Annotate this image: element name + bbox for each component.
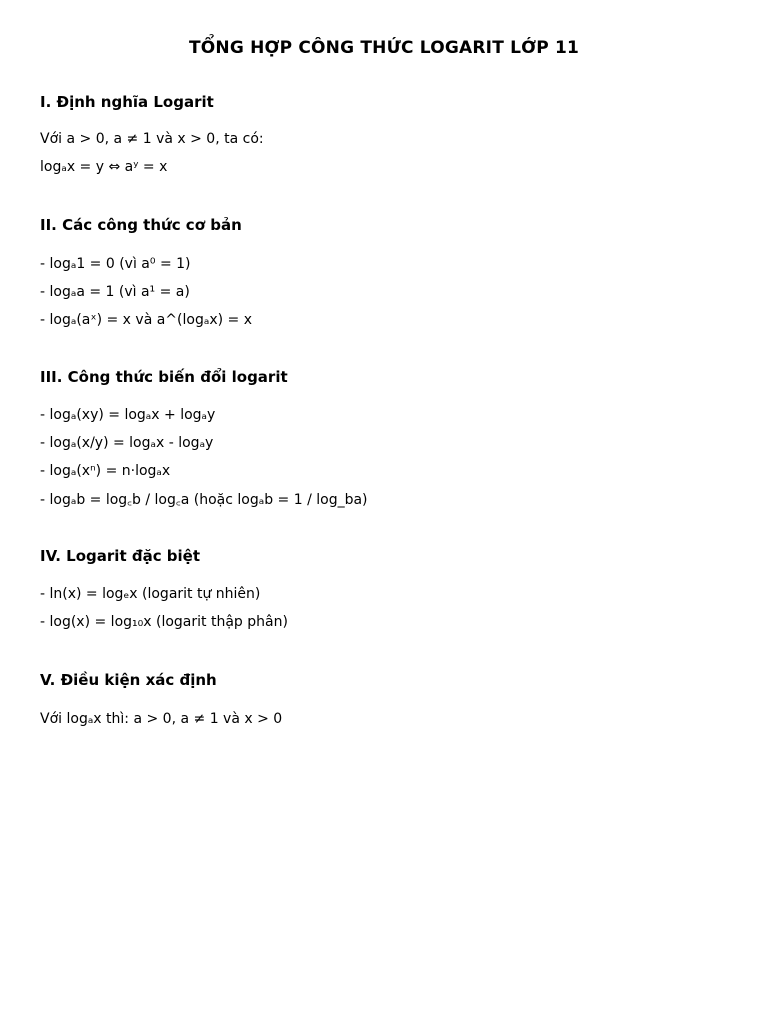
definition-line: logₐx = y ⇔ aʸ = x xyxy=(40,159,168,175)
formula-line: - logₐ(x/y) = logₐx - logₐy xyxy=(40,435,214,451)
formula-line: - logₐa = 1 (vì a¹ = a) xyxy=(40,284,190,300)
definition-line: Với a > 0, a ≠ 1 và x > 0, ta có: xyxy=(40,131,264,147)
formula-line: - logₐ(xⁿ) = n·logₐx xyxy=(40,463,171,479)
section-heading-special-logarithms: IV. Logarit đặc biệt xyxy=(40,547,201,565)
formula-line: - logₐ1 = 0 (vì a⁰ = 1) xyxy=(40,256,191,272)
page-title: TỔNG HỢP CÔNG THỨC LOGARIT LỚP 11 xyxy=(188,38,580,58)
condition-line: Với logₐx thì: a > 0, a ≠ 1 và x > 0 xyxy=(40,711,283,727)
section-heading-definition: I. Định nghĩa Logarit xyxy=(40,93,214,111)
formula-line: - log(x) = log₁₀x (logarit thập phân) xyxy=(40,614,288,630)
formula-line: - logₐb = log꜀b / log꜀a (hoặc logₐb = 1 / log_ba) xyxy=(40,492,368,508)
section-heading-transform-formulas: III. Công thức biến đổi logarit xyxy=(40,368,288,386)
formula-line: - logₐ(aˣ) = x và a^(logₐx) = x xyxy=(40,312,252,328)
section-heading-domain-conditions: V. Điều kiện xác định xyxy=(40,671,217,689)
formula-line: - ln(x) = logₑx (logarit tự nhiên) xyxy=(40,586,261,602)
section-heading-basic-formulas: II. Các công thức cơ bản xyxy=(40,216,242,234)
formula-line: - logₐ(xy) = logₐx + logₐy xyxy=(40,407,216,423)
